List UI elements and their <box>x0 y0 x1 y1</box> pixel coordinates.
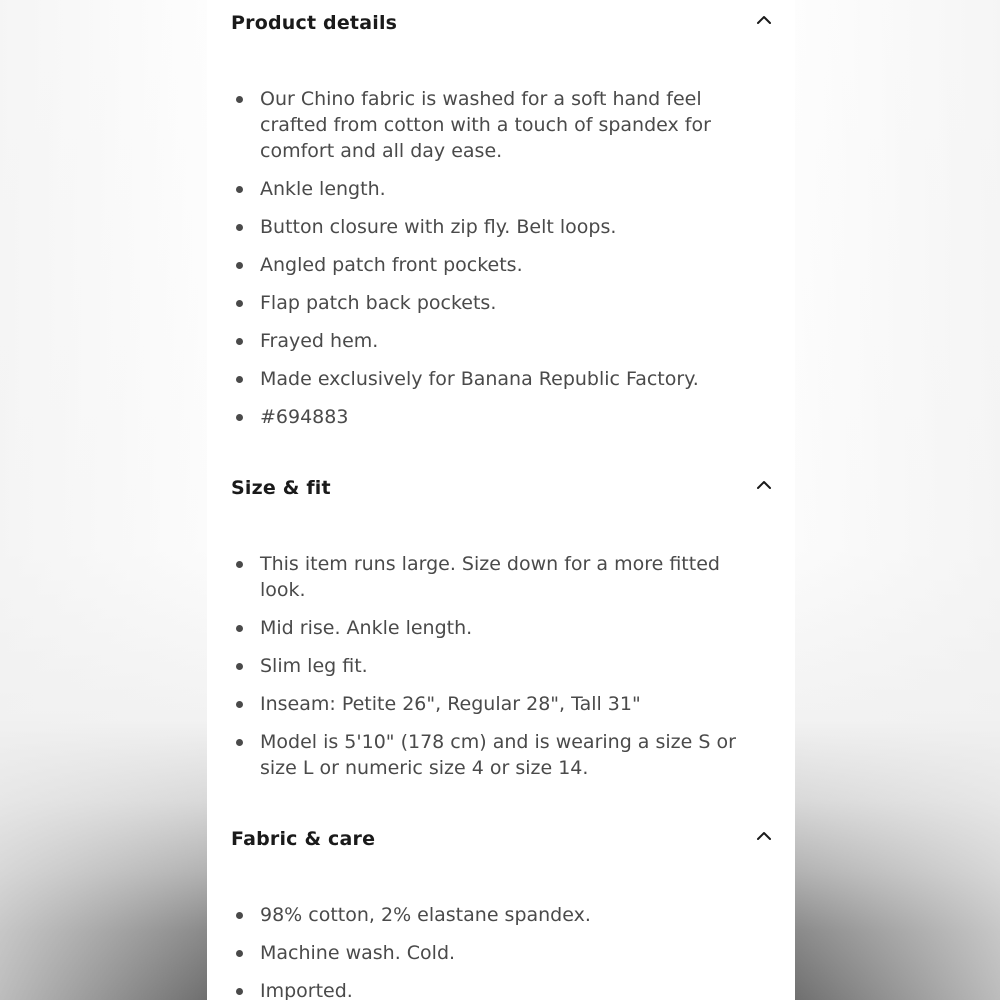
list-item <box>207 290 795 316</box>
list-item <box>207 252 795 278</box>
bullet-icon <box>236 414 243 421</box>
chevron-up-icon[interactable] <box>756 830 772 842</box>
chevron-up-icon[interactable] <box>756 479 772 491</box>
list-item-text: Imported. <box>260 980 353 1000</box>
bullet-icon <box>236 338 243 345</box>
size-fit-header[interactable] <box>207 465 795 515</box>
list-item <box>207 902 795 928</box>
list-item <box>207 366 795 392</box>
bullet-icon <box>236 663 243 670</box>
chevron-up-icon[interactable] <box>756 14 772 26</box>
bullet-icon <box>236 988 243 995</box>
list-item <box>207 940 795 966</box>
bullet-icon <box>236 300 243 307</box>
list-item-text: Angled patch front pockets. <box>260 254 523 276</box>
bullet-icon <box>236 96 243 103</box>
list-item-text: Frayed hem. <box>260 330 379 352</box>
product-details-header[interactable] <box>207 0 795 50</box>
list-item-text: Model is 5'10" (178 cm) and is wearing a size S or size L or numeric size 4 or size 14. <box>260 731 736 779</box>
list-item <box>207 691 795 717</box>
list-item-text: Flap patch back pockets. <box>260 292 497 314</box>
size-fit-list <box>207 551 795 793</box>
bullet-icon <box>236 262 243 269</box>
section-title: Product details <box>231 12 398 34</box>
background-left <box>0 0 207 1000</box>
section-title: Fabric & care <box>231 828 376 850</box>
fabric-care-list <box>207 902 795 1000</box>
product-info-panel[interactable] <box>207 0 795 1000</box>
list-item-text: This item runs large. Size down for a more fitted look. <box>260 553 720 601</box>
product-details-list <box>207 86 795 442</box>
list-item <box>207 978 795 1000</box>
list-item-text: Ankle length. <box>260 178 386 200</box>
list-item <box>207 551 795 603</box>
list-item <box>207 615 795 641</box>
list-item-text: Machine wash. Cold. <box>260 942 456 964</box>
bullet-icon <box>236 701 243 708</box>
list-item <box>207 328 795 354</box>
bullet-icon <box>236 625 243 632</box>
bullet-icon <box>236 912 243 919</box>
list-item <box>207 86 795 164</box>
bullet-icon <box>236 739 243 746</box>
list-item <box>207 214 795 240</box>
list-item-text: Inseam: Petite 26", Regular 28", Tall 31" <box>260 693 641 715</box>
list-item <box>207 404 795 430</box>
bullet-icon <box>236 224 243 231</box>
list-item-text: 98% cotton, 2% elastane spandex. <box>260 904 591 926</box>
bullet-icon <box>236 376 243 383</box>
list-item-text: Mid rise. Ankle length. <box>260 617 473 639</box>
list-item-text: Made exclusively for Banana Republic Factory. <box>260 368 699 390</box>
list-item <box>207 176 795 202</box>
bullet-icon <box>236 950 243 957</box>
list-item-text: Slim leg fit. <box>260 655 368 677</box>
background-right <box>795 0 1000 1000</box>
list-item <box>207 653 795 679</box>
section-title: Size & fit <box>231 477 331 499</box>
fabric-care-header[interactable] <box>207 816 795 866</box>
list-item-text: #694883 <box>260 406 349 428</box>
list-item-text: Button closure with zip fly. Belt loops. <box>260 216 617 238</box>
list-item <box>207 729 795 781</box>
list-item-text: Our Chino fabric is washed for a soft hand feel crafted from cotton with a touch of spandex for comfort and all day ease. <box>260 88 711 162</box>
bullet-icon <box>236 186 243 193</box>
bullet-icon <box>236 561 243 568</box>
